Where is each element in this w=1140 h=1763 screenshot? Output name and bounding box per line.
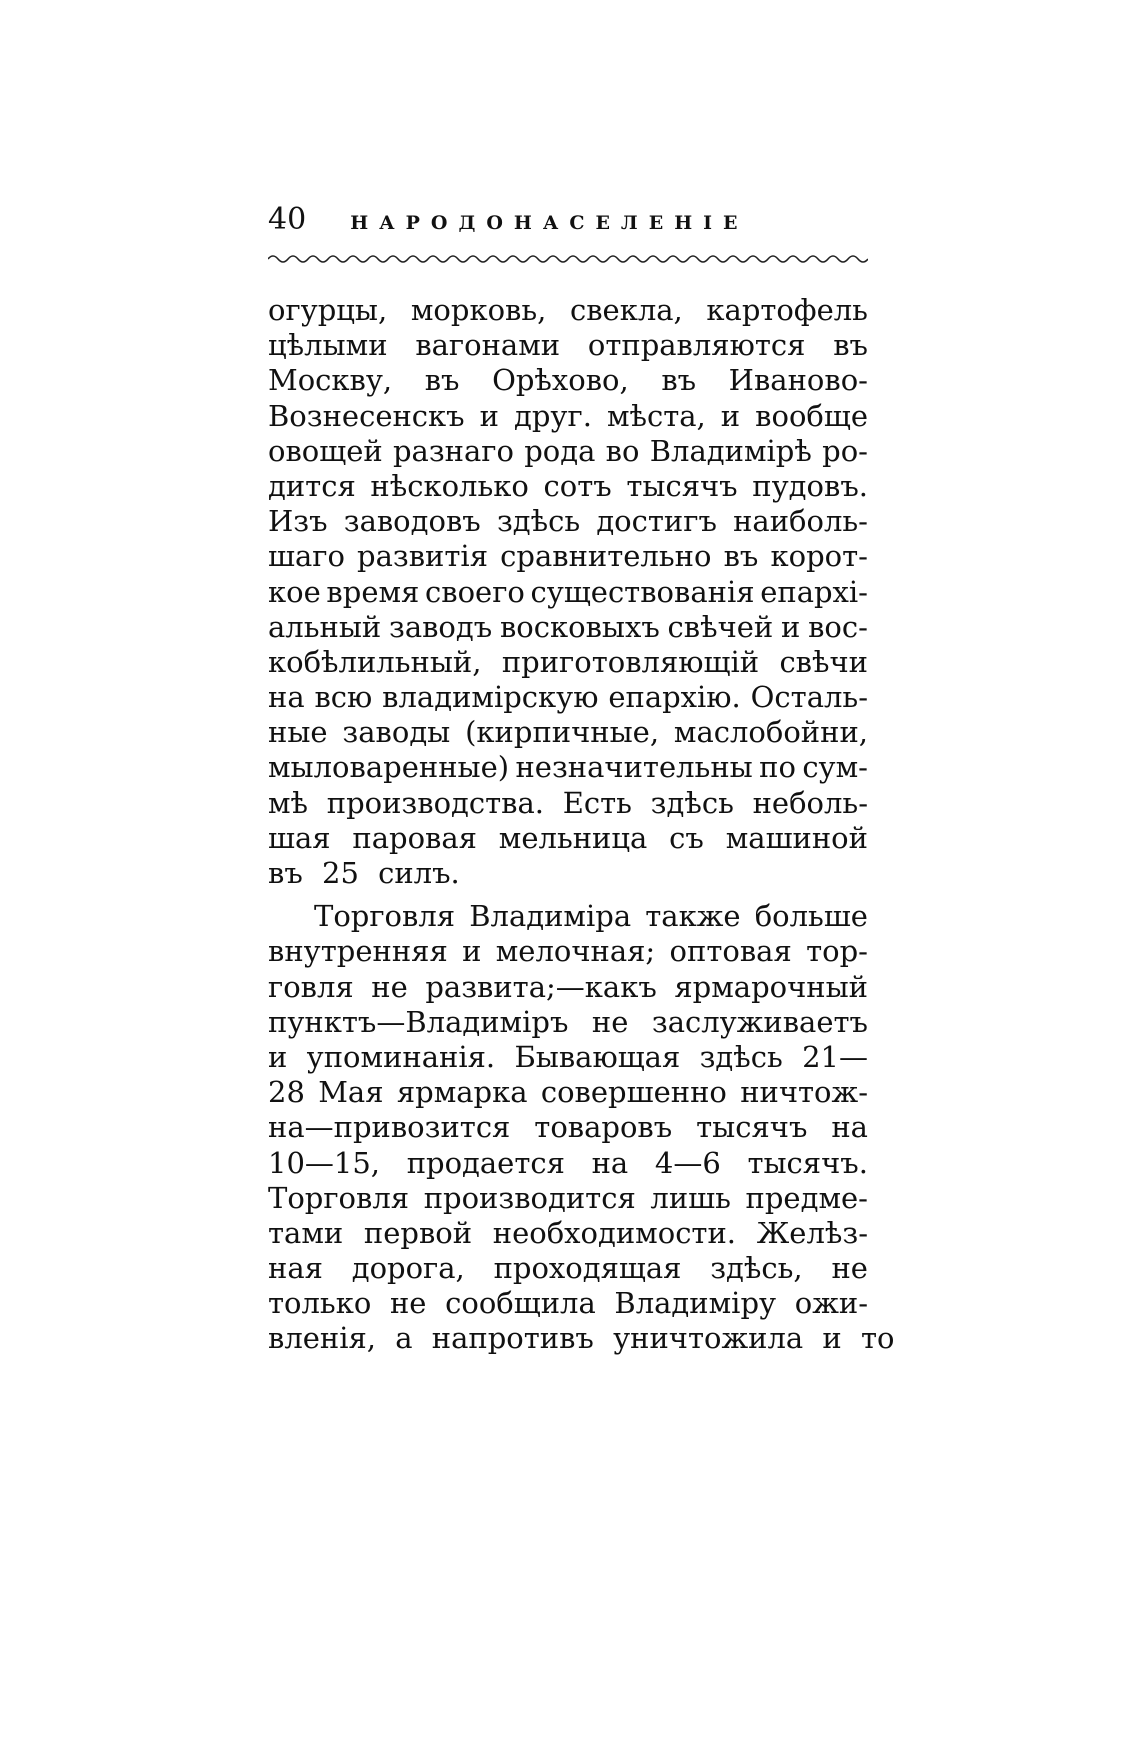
word: разнаго: [392, 433, 514, 468]
word: овощей: [268, 433, 383, 468]
word: морковь,: [410, 293, 547, 327]
text-line: [268, 1286, 868, 1321]
paragraph-gap: [268, 891, 868, 899]
word: вос-: [808, 609, 868, 644]
word: картофель: [706, 293, 868, 327]
word: ярмарка: [396, 1075, 528, 1110]
word: говля: [268, 969, 354, 1004]
word: альный: [268, 609, 382, 644]
word: продается: [406, 1145, 565, 1180]
text-line: [268, 434, 868, 469]
running-title: НАРОДОНАСЕЛЕНІЕ: [350, 212, 749, 234]
word: и: [268, 1039, 288, 1074]
page-number: 40: [268, 202, 307, 237]
text-line: [268, 363, 868, 398]
word: незначительны: [515, 750, 753, 785]
word: на: [831, 1110, 868, 1145]
word: сообщила: [445, 1286, 596, 1321]
word: первой: [363, 1215, 473, 1250]
word: всю: [314, 680, 373, 715]
word: сум-: [802, 750, 868, 785]
word: шаго: [268, 539, 345, 574]
word: заводовъ: [343, 504, 481, 539]
word: заслуживаетъ: [651, 1004, 868, 1039]
word: тор-: [806, 934, 868, 969]
word: (кирпичные,: [465, 715, 660, 750]
word: вообще: [755, 398, 868, 433]
word: оптовая: [669, 934, 792, 969]
word: ничтож-: [740, 1075, 868, 1110]
word: ные: [268, 715, 328, 750]
word: и: [462, 934, 482, 969]
word: заводъ: [389, 609, 493, 644]
word: развитія: [357, 539, 488, 574]
text-line: [268, 899, 868, 934]
word: производства.: [326, 785, 545, 820]
word: мельница: [498, 820, 648, 855]
word: развита;—какъ: [425, 969, 657, 1004]
word: неболь-: [752, 785, 868, 820]
word: въ: [723, 539, 759, 574]
page-header: [268, 202, 868, 245]
book-page: [268, 202, 895, 1357]
word: свѣчи: [779, 644, 868, 679]
word: своего: [425, 574, 525, 609]
word: и: [781, 609, 801, 644]
word: также: [645, 899, 741, 934]
word: свѣчей: [667, 609, 774, 644]
text-line: [268, 469, 868, 504]
word: Есть: [562, 785, 632, 820]
word: здѣсь: [650, 785, 734, 820]
word: Торговля: [314, 899, 456, 934]
word: и: [720, 398, 741, 433]
word: тысячъ.: [747, 1145, 868, 1180]
word: здѣсь,: [710, 1251, 803, 1286]
word: огурцы,: [268, 293, 388, 327]
text-line: [268, 328, 868, 363]
word: Изъ: [268, 504, 328, 539]
text-line: [268, 934, 868, 969]
word: на: [591, 1145, 629, 1180]
word: на—привозится: [268, 1110, 511, 1145]
word: пунктъ—Владиміръ: [268, 1004, 569, 1039]
word: ожи-: [794, 1286, 868, 1321]
word: на: [268, 680, 305, 715]
word: Торговля: [268, 1180, 410, 1215]
word: производится: [423, 1180, 636, 1215]
word: необходимости.: [492, 1215, 737, 1250]
word: свекла,: [569, 293, 683, 327]
word: съ: [669, 820, 704, 855]
text-line: вленія, а напротивъ уничтожила и то: [268, 1321, 895, 1356]
word: ная: [268, 1251, 323, 1286]
word: лишь: [650, 1180, 731, 1215]
word: Вознесенскъ: [268, 398, 465, 433]
word: мѣ: [268, 785, 309, 820]
text-line: [268, 645, 868, 680]
word: восковыхъ: [499, 609, 660, 644]
word: только: [268, 1286, 372, 1321]
word: проходящая: [493, 1251, 682, 1286]
word: друг.: [514, 398, 592, 433]
text-line: [268, 1075, 868, 1110]
paragraph: [268, 293, 868, 891]
text-line: [268, 1040, 868, 1075]
word: маслобойни,: [673, 715, 868, 750]
word: нѣсколько: [370, 468, 529, 503]
text-line: [268, 1216, 868, 1251]
word: тами: [268, 1215, 344, 1250]
text-line: [268, 970, 868, 1005]
word: ярмарочный: [674, 969, 868, 1004]
word: не: [389, 1286, 427, 1321]
word: существованія: [530, 574, 755, 609]
text-line: [268, 750, 868, 785]
text-line: въ 25 силъ.: [268, 856, 460, 890]
word: предме-: [745, 1180, 868, 1215]
word: Осталь-: [750, 680, 868, 715]
word: корот-: [770, 539, 868, 574]
word: мыловаренные): [268, 750, 510, 785]
word: по: [759, 750, 796, 785]
text-line: [268, 293, 868, 328]
word: Мая: [318, 1075, 384, 1110]
word: во: [605, 433, 640, 468]
word: паровая: [352, 820, 477, 855]
word: Орѣхово,: [492, 363, 629, 398]
text-line: [268, 786, 868, 821]
word: Иваново-: [728, 363, 868, 398]
text-line: [268, 715, 868, 750]
paragraph: [268, 899, 895, 1356]
word: и: [479, 398, 499, 433]
word: тысячъ: [626, 468, 738, 503]
word: ро-: [822, 433, 868, 468]
word: 10—15,: [268, 1145, 381, 1180]
text-line: [268, 504, 868, 539]
text-line: [268, 1110, 868, 1145]
word: Владимірѣ: [649, 433, 812, 468]
word: Владиміра: [469, 899, 632, 934]
word: здѣсь: [496, 504, 581, 539]
text-line: [268, 821, 868, 856]
word: заводы: [342, 715, 451, 750]
word: епархію.: [608, 680, 741, 715]
word: мѣста,: [606, 398, 706, 433]
word: товаровъ: [534, 1110, 673, 1145]
text-line: [268, 680, 868, 715]
word: Москву,: [268, 363, 393, 398]
word: вагонами: [415, 328, 561, 363]
word: тысячъ: [696, 1110, 808, 1145]
word: отправляются: [587, 328, 806, 363]
word: въ: [833, 328, 868, 363]
header-rule-ornament: [268, 249, 868, 269]
word: упоминанія.: [306, 1039, 496, 1074]
word: 4—6: [654, 1145, 721, 1180]
text-line: [268, 1181, 868, 1216]
word: сотъ: [543, 468, 612, 503]
word: не: [831, 1251, 868, 1286]
word: владимірскую: [382, 680, 599, 715]
text-line: [268, 399, 868, 434]
text-line: [268, 1251, 868, 1286]
word: внутренняя: [268, 934, 448, 969]
word: 28: [268, 1075, 305, 1110]
word: дорога,: [351, 1251, 465, 1286]
body-text: [268, 293, 895, 1357]
word: Владиміру: [614, 1286, 777, 1321]
word: цѣлыми: [268, 328, 388, 363]
text-line: [268, 539, 868, 574]
word: достигъ: [596, 504, 717, 539]
text-line: [268, 1005, 868, 1040]
text-line: [268, 1146, 868, 1181]
word: кое: [268, 574, 321, 609]
word: въ: [661, 363, 697, 398]
text-line: [268, 610, 868, 645]
word: приготовляющій: [501, 644, 760, 679]
word: здѣсь: [699, 1039, 783, 1074]
word: не: [371, 969, 408, 1004]
word: кобѣлильный,: [268, 644, 482, 679]
word: наиболь-: [733, 504, 868, 539]
word: больше: [754, 899, 868, 934]
word: 21—: [802, 1039, 868, 1074]
word: мелочная;: [495, 934, 656, 969]
word: Бывающая: [514, 1039, 681, 1074]
word: Желѣз-: [756, 1215, 868, 1250]
word: рода: [524, 433, 596, 468]
text-line: [268, 575, 868, 610]
word: дится: [268, 468, 356, 503]
word: сравнительно: [500, 539, 712, 574]
word: епархі-: [760, 574, 868, 609]
word: машиной: [725, 820, 868, 855]
word: совершенно: [540, 1075, 727, 1110]
word: не: [591, 1004, 629, 1039]
word: пудовъ.: [752, 468, 868, 503]
word: время: [326, 574, 420, 609]
word: въ: [424, 363, 460, 398]
word: шая: [268, 820, 331, 855]
